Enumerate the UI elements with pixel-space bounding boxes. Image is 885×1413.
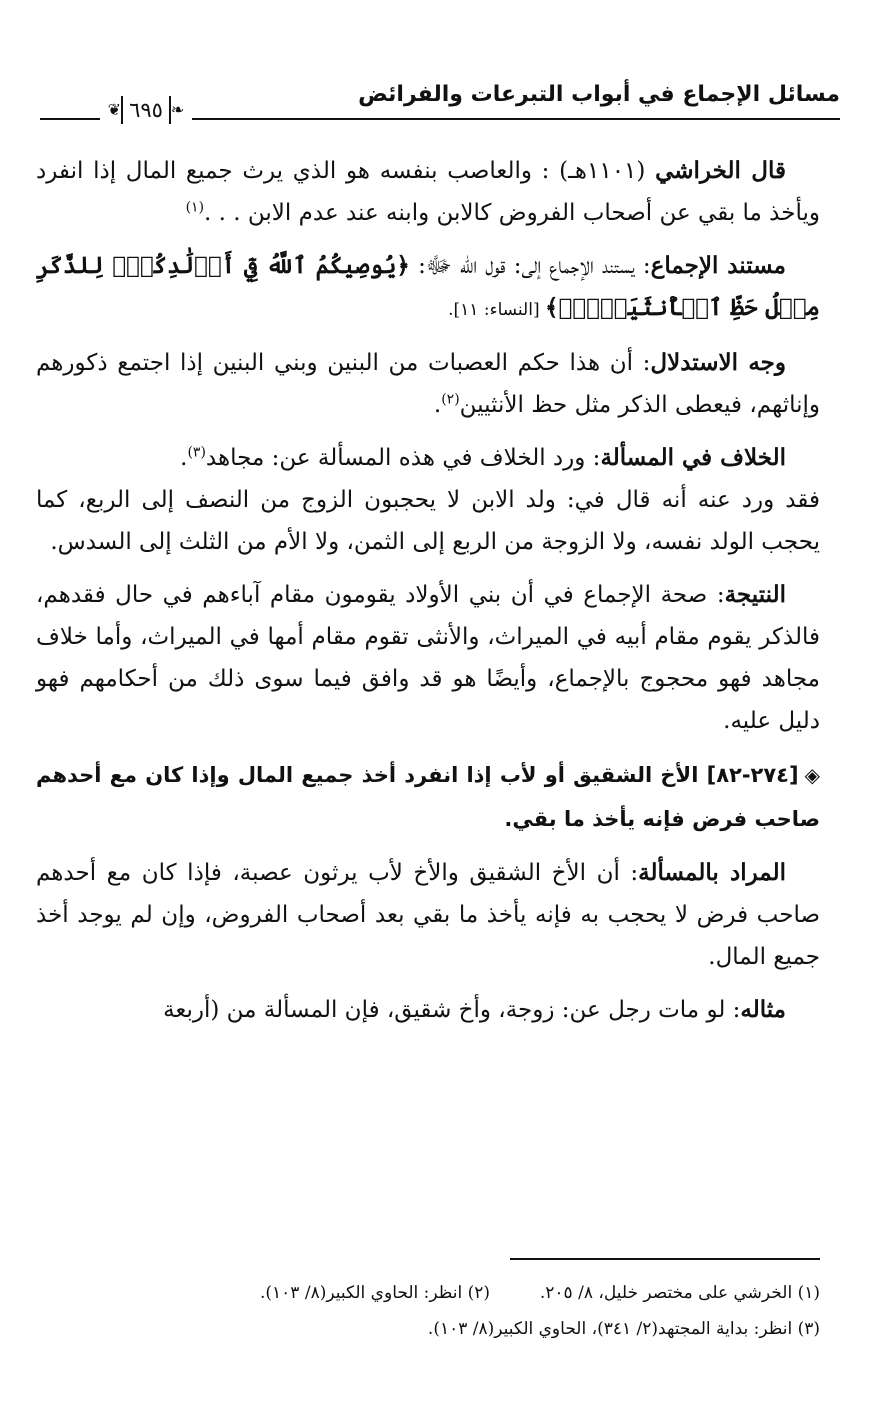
footnote-3: (٣) انظر: بداية المجتهد(٢/ ٣٤١)، الحاوي الكبير(٨/ ١٠٣). bbox=[427, 1319, 820, 1339]
footnote-ref: (١) bbox=[185, 199, 205, 216]
paragraph-text: فقد ورد عنه أنه قال في: ولد الابن لا يحجبون الزوج من النصف إلى الربع، كما يحجب الولد نفسه، ولا الزوجة من الربع إلى الثمن، ولا الأم من الثلث إلى السدس. bbox=[36, 487, 820, 555]
paragraph-example bbox=[36, 989, 820, 1031]
diamond-icon: ◈ bbox=[804, 763, 820, 787]
paragraph-disagreement bbox=[36, 437, 820, 479]
footnote-row bbox=[36, 1275, 820, 1311]
footnote-2: (٢) انظر: الحاوي الكبير(٨/ ١٠٣). bbox=[259, 1283, 490, 1303]
running-title: مسائل الإجماع في أبواب التبرعات والفرائض bbox=[358, 82, 840, 107]
footnote-1: (١) الخرشي على مختصر خليل، ٨/ ٢٠٥. bbox=[539, 1283, 820, 1303]
paragraph-end: . bbox=[433, 392, 442, 418]
verse-reference: [النساء: ١١]. bbox=[448, 300, 545, 320]
term-label: قال الخراشي bbox=[655, 157, 786, 184]
page-number-frame bbox=[100, 92, 192, 128]
ornament-left-icon: ❦ bbox=[107, 100, 122, 119]
paragraph-basis bbox=[36, 245, 820, 331]
paragraph-text: (١١٠١هـ) : والعاصب بنفسه هو الذي يرث جميع المال إذا انفرد ويأخذ ما بقي عن أصحاب الفروض كالابن وابنه عند عدم الابن . . . bbox=[36, 158, 820, 226]
page-number: ٦٩٥ bbox=[121, 96, 171, 124]
paragraph-end: . bbox=[180, 445, 188, 471]
footnote-ref: (٢) bbox=[441, 391, 460, 408]
footnotes bbox=[36, 1275, 820, 1347]
main-text bbox=[36, 150, 820, 1042]
paragraph-text: : لو مات رجل عن: زوجة، وأخ شقيق، فإن المسألة من (أربعة bbox=[163, 997, 741, 1023]
paragraph-inference bbox=[36, 342, 820, 426]
term-label: مثاله bbox=[740, 996, 786, 1023]
issue-heading bbox=[36, 753, 820, 841]
quran-verse: ﴿يُوصِيكُمُ ٱللَّهُ فِيٓ أَوۡلَٰدِكُمۡۖ لِلذَّكَرِ مِثۡلُ حَظِّ ٱلۡأُنثَيَيۡنِۚ﴾ bbox=[36, 252, 820, 321]
term-label: الخلاف في المسألة bbox=[600, 444, 786, 471]
paragraph-text: : ورد الخلاف في هذه المسألة عن: مجاهد bbox=[205, 445, 601, 471]
footnote-row bbox=[36, 1311, 820, 1347]
term-label: وجه الاستدلال bbox=[650, 349, 786, 376]
footnote-divider bbox=[510, 1258, 820, 1260]
paragraph-result bbox=[36, 574, 820, 742]
term-label: المراد بالمسألة bbox=[638, 859, 787, 886]
term-label: النتيجة bbox=[724, 581, 786, 608]
paragraph-meaning bbox=[36, 852, 820, 978]
paragraph-text: : أن هذا حكم العصبات من البنين وبني البنين إذا اجتمع ذكورهم وإناثهم، فيعطى الذكر مثل حظ الأنثيين bbox=[36, 350, 820, 418]
issue-heading-text: [٢٧٤-٨٢] الأخ الشقيق أو لأب إذا انفرد أخذ جميع المال وإذا كان مع أحدهم صاحب فرض فإنه يأخذ ما بقي. bbox=[36, 763, 820, 831]
paragraph-text: : صحة الإجماع في أن بني الأولاد يقومون مقام آباءهم في حال فقدهم، فالذكر يقوم مقام أبيه في الميراث، والأنثى تقوم مقام أمها في الميراث، وأما خلاف مجاهد فهو محجوج بالإجماع، وأيضًا هو قد وافق فيما سوى ذلك من أحكامهم فهو دليل عليه. bbox=[36, 582, 820, 734]
paragraph-text: : أن الأخ الشقيق والأخ لأب يرثون عصبة، فإذا كان مع أحدهم صاحب فرض لا يحجب به فإنه يأخذ ما بقي بعد أصحاب الفروض، وإن لم يوجد أخذ جميع المال. bbox=[36, 860, 820, 970]
ornament-right-icon: ❧ bbox=[170, 100, 185, 119]
paragraph-text: : يستند الإجماع إلى: قول الله ﷻ: bbox=[409, 253, 651, 279]
paragraph-mujahid bbox=[36, 479, 820, 563]
paragraph-kharashi bbox=[36, 150, 820, 234]
footnote-ref: (٣) bbox=[187, 444, 206, 461]
term-label: مستند الإجماع bbox=[650, 252, 786, 279]
page-header bbox=[40, 78, 840, 128]
